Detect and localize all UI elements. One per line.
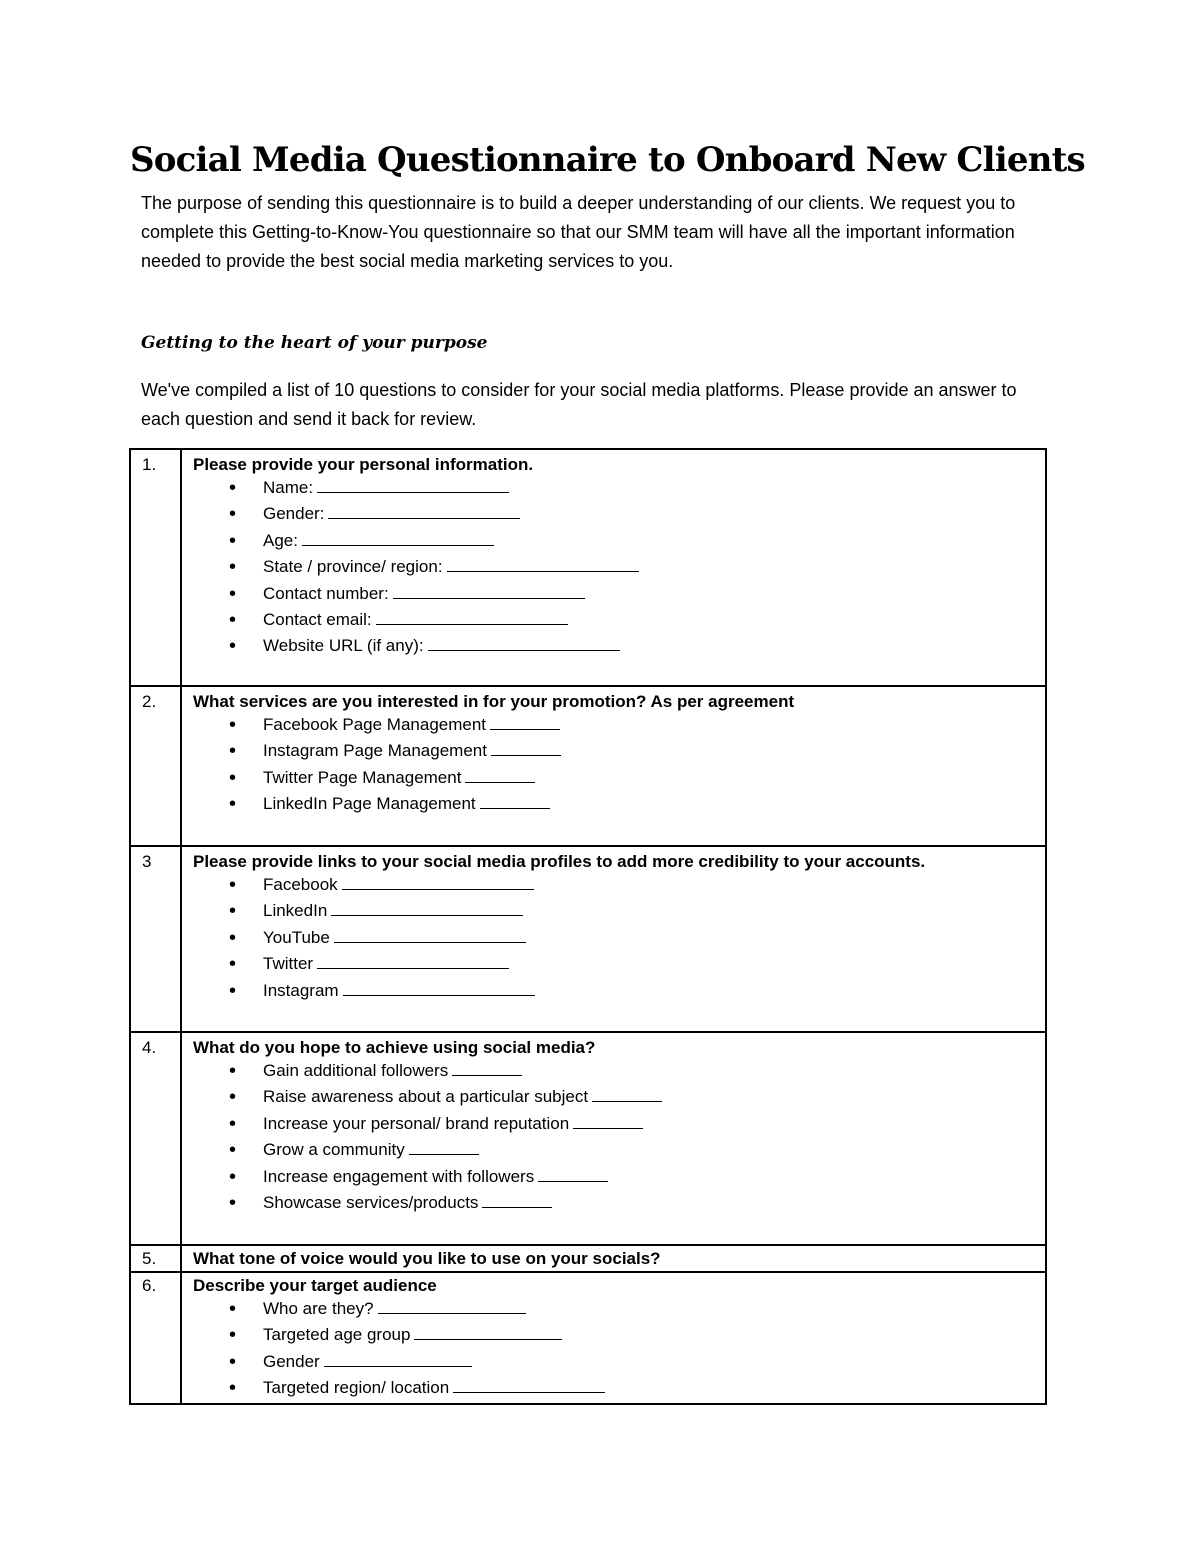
- answer-blank[interactable]: [592, 1086, 662, 1102]
- question-row-1: [130, 449, 1046, 686]
- question-cell: [181, 1032, 1046, 1245]
- answer-list: [193, 872, 1045, 1004]
- list-item: [229, 581, 1045, 607]
- answer-list: [193, 712, 1045, 818]
- list-item: [229, 1164, 1045, 1190]
- item-label: State / province/ region:: [263, 557, 443, 577]
- section-heading: Getting to the heart of your purpose: [141, 333, 488, 353]
- item-label: Contact email:: [263, 610, 372, 630]
- answer-blank[interactable]: [343, 980, 535, 996]
- question-number: 1.: [130, 449, 181, 686]
- list-item: [229, 872, 1045, 898]
- item-label: Age:: [263, 530, 298, 550]
- answer-blank[interactable]: [490, 714, 560, 730]
- item-label: LinkedIn: [263, 901, 328, 921]
- item-label: Increase engagement with followers: [263, 1166, 535, 1186]
- answer-blank[interactable]: [302, 530, 494, 546]
- item-label: Name:: [263, 478, 314, 497]
- list-item: [229, 978, 1045, 1004]
- question-row-2: [130, 686, 1046, 846]
- answer-blank[interactable]: [331, 900, 523, 916]
- list-item: [229, 633, 1045, 659]
- answer-blank[interactable]: [324, 1351, 472, 1367]
- answer-blank[interactable]: [452, 1060, 522, 1076]
- list-item: [229, 554, 1045, 580]
- item-label: Gender:: [263, 504, 325, 524]
- item-label: Grow a community: [263, 1140, 405, 1160]
- item-label: Targeted region/ location: [263, 1378, 450, 1398]
- list-item: [229, 528, 1045, 554]
- answer-blank[interactable]: [317, 953, 509, 969]
- answer-blank[interactable]: [465, 767, 535, 783]
- question-cell: [181, 846, 1046, 1032]
- document-title: Social Media Questionnaire to Onboard New Clients: [130, 140, 1085, 180]
- questionnaire-table: [129, 448, 1047, 1405]
- question-cell: [181, 449, 1046, 686]
- item-label: Contact number:: [263, 583, 389, 603]
- question-number: 6.: [130, 1272, 181, 1404]
- list-item: [229, 925, 1045, 951]
- question-text: What services are you interested in for your promotion? As per agreement: [193, 692, 795, 711]
- list-item: [229, 951, 1045, 977]
- item-label: Instagram Page Management: [263, 741, 487, 761]
- list-item: [229, 1190, 1045, 1216]
- item-label: Twitter Page Management: [263, 767, 462, 787]
- answer-blank[interactable]: [378, 1298, 526, 1314]
- answer-list: [193, 475, 1045, 660]
- answer-blank[interactable]: [538, 1166, 608, 1182]
- item-label: Who are they?: [263, 1299, 374, 1318]
- item-label: Facebook: [263, 875, 338, 894]
- question-row-5: [130, 1245, 1046, 1272]
- list-item: [229, 475, 1045, 501]
- question-number: 2.: [130, 686, 181, 846]
- question-text: Please provide links to your social media profiles to add more credibility to your accounts.: [193, 852, 926, 871]
- list-item: [229, 1084, 1045, 1110]
- answer-blank[interactable]: [414, 1324, 562, 1340]
- intro-paragraph: The purpose of sending this questionnaire is to build a deeper understanding of our clients. We request you to complete this Getting-to-Know-You questionnaire so that our SMM team will have all the important information needed to provide the best social media marketing services to you.: [141, 193, 1016, 271]
- item-label: Targeted age group: [263, 1325, 411, 1345]
- item-label: Twitter: [263, 954, 314, 974]
- list-item: [229, 1375, 1045, 1401]
- answer-blank[interactable]: [376, 609, 568, 625]
- item-label: Raise awareness about a particular subject: [263, 1087, 589, 1107]
- item-label: Website URL (if any):: [263, 636, 424, 656]
- question-text: What do you hope to achieve using social media?: [193, 1038, 596, 1057]
- item-label: Facebook Page Management: [263, 715, 487, 734]
- list-item: [229, 607, 1045, 633]
- answer-blank[interactable]: [480, 793, 550, 809]
- question-row-3: [130, 846, 1046, 1032]
- list-item: [229, 765, 1045, 791]
- item-label: LinkedIn Page Management: [263, 794, 476, 814]
- answer-blank[interactable]: [491, 740, 561, 756]
- question-cell: [181, 686, 1046, 846]
- question-text: Describe your target audience: [193, 1276, 437, 1295]
- question-row-4: [130, 1032, 1046, 1245]
- question-text: Please provide your personal information.: [193, 455, 534, 474]
- item-label: Increase your personal/ brand reputation: [263, 1113, 570, 1133]
- answer-list: [193, 1058, 1045, 1216]
- answer-blank[interactable]: [334, 927, 526, 943]
- question-number: 4.: [130, 1032, 181, 1245]
- answer-blank[interactable]: [393, 583, 585, 599]
- list-item: [229, 1111, 1045, 1137]
- answer-blank[interactable]: [453, 1377, 605, 1393]
- list-item: [229, 1296, 1045, 1322]
- list-item: [229, 501, 1045, 527]
- list-item: [229, 791, 1045, 817]
- list-item: [229, 1349, 1045, 1375]
- answer-blank[interactable]: [573, 1113, 643, 1129]
- item-label: YouTube: [263, 927, 330, 947]
- answer-blank[interactable]: [317, 477, 509, 493]
- answer-blank[interactable]: [447, 556, 639, 572]
- answer-blank[interactable]: [409, 1139, 479, 1155]
- list-item: [229, 738, 1045, 764]
- item-label: Instagram: [263, 980, 339, 1000]
- answer-blank[interactable]: [328, 503, 520, 519]
- lead-paragraph: We've compiled a list of 10 questions to consider for your social media platforms. Please provide an answer to each question and send it back for review.: [141, 380, 1017, 429]
- list-item: [229, 1058, 1045, 1084]
- question-number: 5.: [130, 1245, 181, 1272]
- question-row-6: [130, 1272, 1046, 1404]
- question-cell: [181, 1245, 1046, 1272]
- item-label: Gender: [263, 1351, 320, 1371]
- question-number: 3: [130, 846, 181, 1032]
- list-item: [229, 712, 1045, 738]
- question-text: What tone of voice would you like to use on your socials?: [193, 1249, 661, 1268]
- list-item: [229, 1137, 1045, 1163]
- item-label: Showcase services/products: [263, 1193, 479, 1213]
- item-label: Gain additional followers: [263, 1061, 449, 1080]
- list-item: [229, 1322, 1045, 1348]
- answer-blank[interactable]: [342, 874, 534, 890]
- list-item: [229, 898, 1045, 924]
- question-cell: [181, 1272, 1046, 1404]
- answer-blank[interactable]: [428, 635, 620, 651]
- answer-blank[interactable]: [482, 1192, 552, 1208]
- answer-list: [193, 1296, 1045, 1402]
